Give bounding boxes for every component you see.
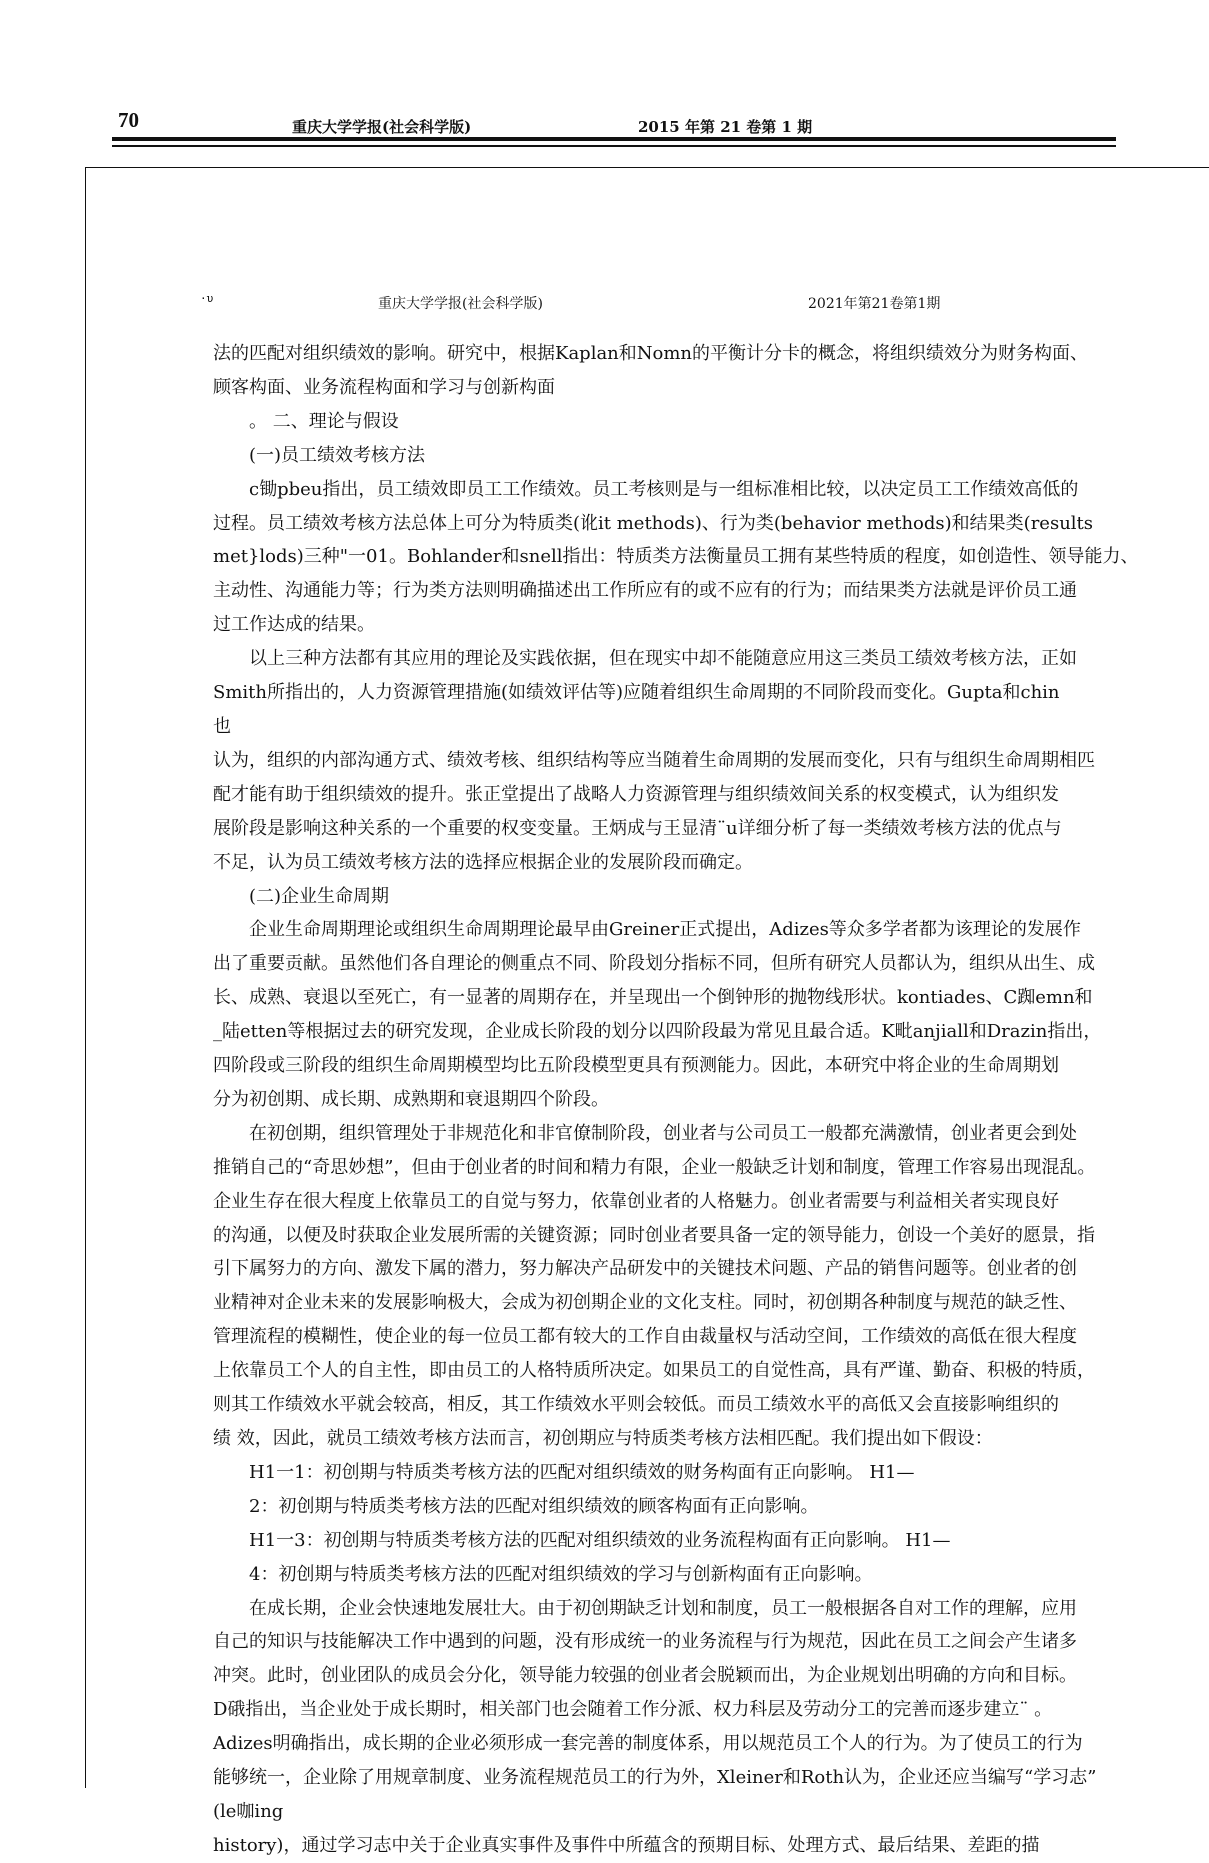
text-line: Adizes明确指出，成长期的企业必须形成一套完善的制度体系，用以规范员工个人的行为。为了使员工的行为	[213, 1733, 1083, 1755]
text-line: Smith所指出的，人力资源管理措施(如绩效评估等)应随着组织生命周期的不同阶段而变化。Gupta和chin	[213, 682, 1060, 704]
text-line: c锄pbeu指出，员工绩效即员工工作绩效。员工考核则是与一组标准相比较，以决定员工工作绩效高低的	[213, 478, 1079, 500]
text-line: 的沟通，以便及时获取企业发展所需的关键资源；同时创业者要具备一定的领导能力，创设一个美好的愿景，指	[213, 1224, 1095, 1246]
text-line: 不足，认为员工绩效考核方法的选择应根据企业的发展阶段而确定。	[213, 851, 753, 873]
text-line: 四阶段或三阶段的组织生命周期模型均比五阶段模型更具有预测能力。因此，本研究中将企业的生命周期划	[213, 1055, 1059, 1077]
text-line: 上依靠员工个人的自主性，即由员工的人格特质所决定。如果员工的自觉性高，具有严谨、勤奋、积极的特质，	[213, 1360, 1095, 1382]
running-header-journal: 重庆大学学报(社会科学版)	[292, 118, 472, 136]
text-line: 企业生存在很大程度上依靠员工的自觉与努力，依靠创业者的人格魅力。创业者需要与利益相关者实现良好	[213, 1190, 1059, 1212]
text-line: 管理流程的模糊性，使企业的每一位员工都有较大的工作自由裁量权与活动空间，工作绩效的高低在很大程度	[213, 1326, 1077, 1348]
header-rule-thin	[112, 145, 1116, 147]
text-line: 在初创期，组织管理处于非规范化和非官僚制阶段，创业者与公司员工一般都充满激情，创业者更会到处	[213, 1122, 1077, 1144]
text-line: 能够统一，企业除了用规章制度、业务流程规范员工的行为外，Xleiner和Roth认为，企业还应当编写“学习志”	[213, 1767, 1097, 1789]
body-text	[213, 337, 1208, 1863]
inner-header-mark: ·υ	[200, 292, 214, 305]
text-line: 2：初创期与特质类考核方法的匹配对组织绩效的顾客构面有正向影响。	[213, 1495, 819, 1517]
text-line: 法的匹配对组织绩效的影响。研究中，根据Kaplan和Nomn的平衡计分卡的概念，将组织绩效分为财务构面、	[213, 343, 1089, 364]
text-line: H1一1：初创期与特质类考核方法的匹配对组织绩效的财务构面有正向影响。 H1—	[213, 1461, 915, 1483]
text-line: 认为，组织的内部沟通方式、绩效考核、组织结构等应当随着生命周期的发展而变化，只有与组织生命周期相匹	[213, 749, 1095, 771]
text-line: D硪指出，当企业处于成长期时，相关部门也会随着工作分派、权力科层及劳动分工的完善而逐步建立¨ 。	[213, 1699, 1053, 1721]
text-line: 以上三种方法都有其应用的理论及实践依据，但在现实中却不能随意应用这三类员工绩效考核方法，正如	[213, 648, 1077, 670]
text-line: 企业生命周期理论或组织生命周期理论最早由Greiner正式提出，Adizes等众多学者都为该理论的发展作	[213, 919, 1081, 941]
text-line: 顾客构面、业务流程构面和学习与创新构面	[213, 376, 555, 398]
inner-header-journal: 重庆大学学报(社会科学版)	[378, 296, 543, 312]
text-line: 长、成熟、衰退以至死亡，有一显著的周期存在，并呈现出一个倒钟形的抛物线形状。kontiades、C踟emn和	[213, 987, 1093, 1009]
text-line: 主动性、沟通能力等；行为类方法则明确描述出工作所应有的或不应有的行为；而结果类方法就是评价员工通	[213, 580, 1077, 602]
text-line: 分为初创期、成长期、成熟期和衰退期四个阶段。	[213, 1088, 609, 1110]
text-line: 4：初创期与特质类考核方法的匹配对组织绩效的学习与创新构面有正向影响。	[213, 1563, 873, 1585]
header-rule-thick	[112, 137, 1116, 141]
text-line: H1一3：初创期与特质类考核方法的匹配对组织绩效的业务流程构面有正向影响。 H1—	[213, 1529, 951, 1551]
page-number: 70	[118, 108, 139, 132]
text-line: 展阶段是影响这种关系的一个重要的权变变量。王炳成与王显清¨u详细分析了每一类绩效考核方法的优点与	[213, 817, 1062, 839]
text-line: 自己的知识与技能解决工作中遇到的问题，没有形成统一的业务流程与行为规范，因此在员工之间会产生诸多	[213, 1631, 1077, 1653]
text-line: 配才能有助于组织绩效的提升。张正堂提出了战略人力资源管理与组织绩效间关系的权变模式，认为组织发	[213, 783, 1059, 805]
text-line: 在成长期，企业会快速地发展壮大。由于初创期缺乏计划和制度，员工一般根据各自对工作的理解，应用	[213, 1597, 1077, 1619]
text-line: 业精神对企业未来的发展影响极大，会成为初创期企业的文化支柱。同时，初创期各种制度与规范的缺乏性、	[213, 1292, 1077, 1314]
inner-header-issue: 2021年第21卷第1期	[808, 296, 941, 312]
text-line: 推销自己的“奇思妙想”，但由于创业者的时间和精力有限，企业一般缺乏计划和制度，管理工作容易出现混乱。	[213, 1156, 1096, 1178]
text-line: (一)员工绩效考核方法	[213, 444, 426, 466]
text-line: 绩 效，因此，就员工绩效考核方法而言，初创期应与特质类考核方法相匹配。我们提出如下假设：	[213, 1428, 993, 1449]
text-line: 。 二、理论与假设	[213, 410, 399, 432]
text-line: 过程。员工绩效考核方法总体上可分为特质类(讹it methods)、行为类(behavior methods)和结果类(results	[213, 512, 1094, 534]
text-line: 过工作达成的结果。	[213, 614, 375, 636]
text-line: 出了重要贡献。虽然他们各自理论的侧重点不同、阶段划分指标不同，但所有研究人员都认为，组织从出生、成	[213, 953, 1095, 975]
text-line: _陆etten等根据过去的研究发现，企业成长阶段的划分以四阶段最为常见且最合适。K毗anjiall和Drazin指出，	[213, 1021, 1102, 1043]
text-line: history)，通过学习志中关于企业真实事件及事件中所蕴含的预期目标、处理方式、最后结果、差距的描	[213, 1834, 1040, 1856]
text-line: met}lods)三种"一01。Bohlander和snell指出：特质类方法衡量员工拥有某些特质的程度，如创造性、领导能力、	[213, 546, 1139, 568]
running-header-issue: 2015 年第 21 卷第 1 期	[638, 118, 813, 136]
text-line: (二)企业生命周期	[213, 885, 390, 907]
text-line: 也	[213, 715, 231, 737]
text-line: (le咖ing	[213, 1800, 284, 1822]
text-line: 引下属努力的方向、激发下属的潜力，努力解决产品研发中的关键技术问题、产品的销售问题等。创业者的创	[213, 1258, 1077, 1280]
text-line: 则其工作绩效水平就会较高，相反，其工作绩效水平则会较低。而员工绩效水平的高低又会直接影响组织的	[213, 1394, 1059, 1416]
text-line: 冲突。此时，创业团队的成员会分化，领导能力较强的创业者会脱颖而出，为企业规划出明确的方向和目标。	[213, 1665, 1077, 1687]
